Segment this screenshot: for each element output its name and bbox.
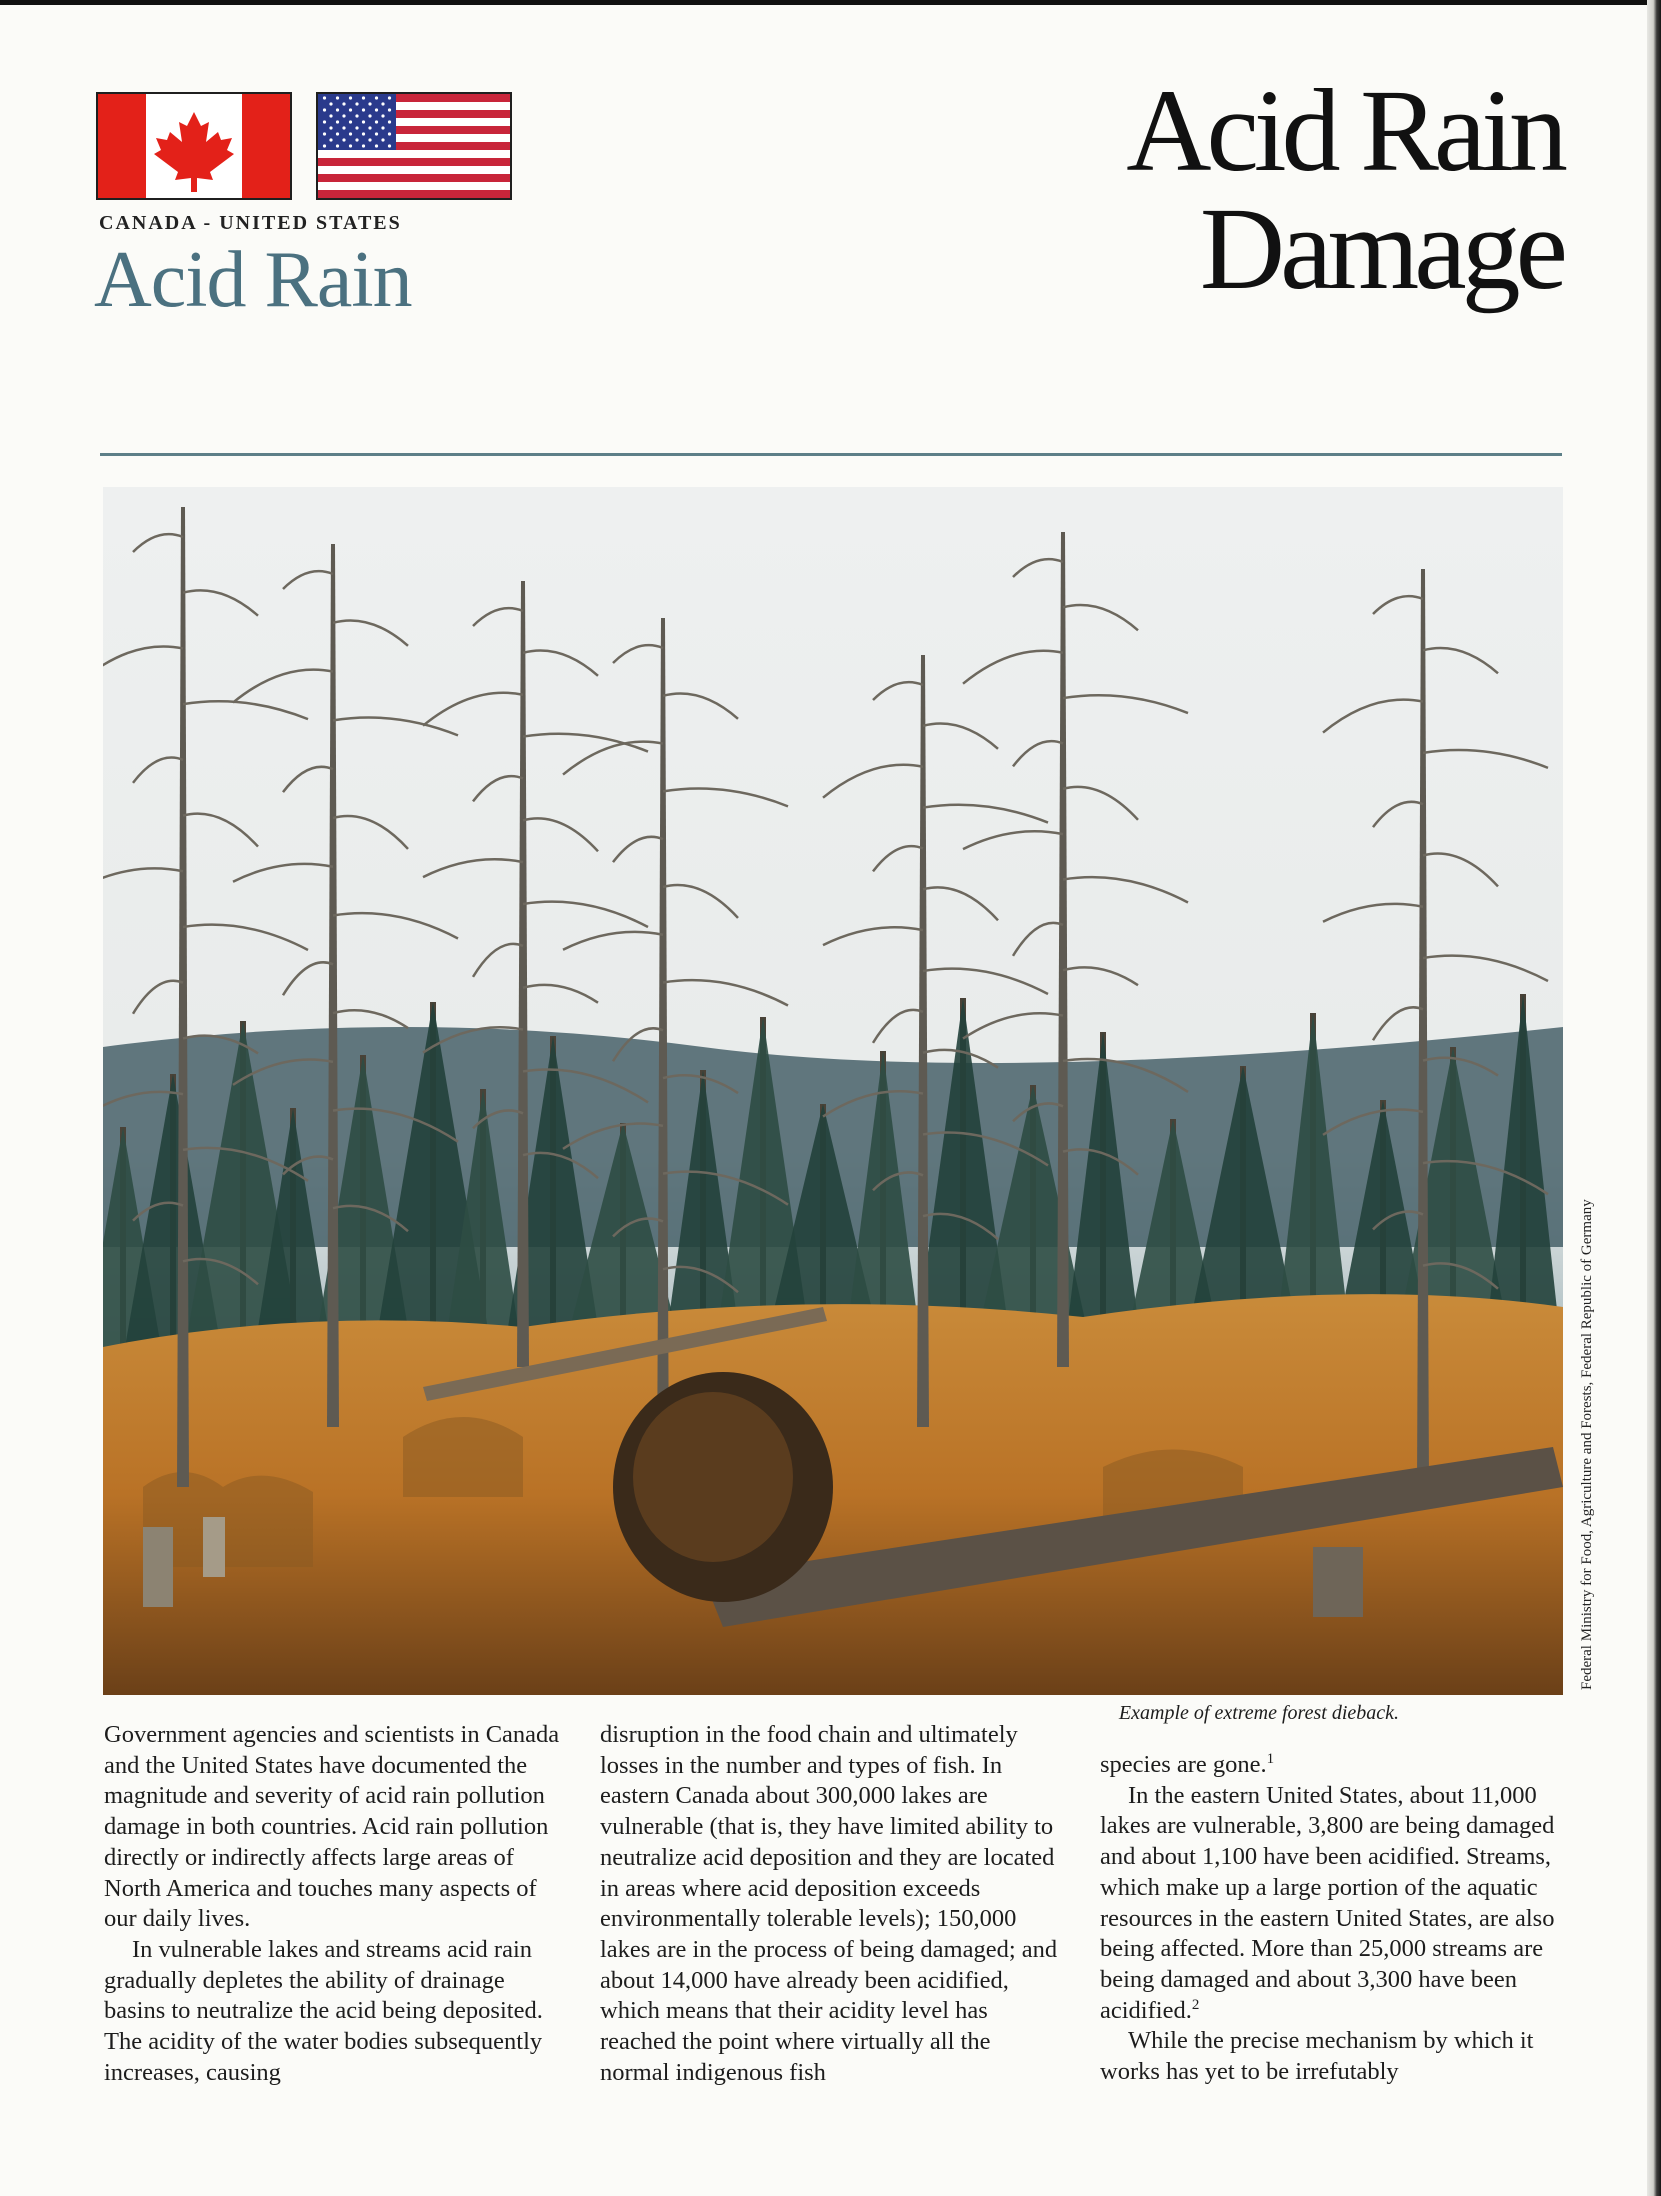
series-title: Acid Rain [94,236,412,324]
page-title [943,65,1563,314]
paragraph: Government agencies and scientists in Canada and the United States have documented the magnitude and severity of acid rain pollution damage in both countries. Acid rain pollution directly or indirectly affects large areas of North America and touches many aspects of our daily lives. [104,1721,560,1933]
header-divider [100,453,1562,456]
page-binding-edge [1647,0,1661,2196]
footnote-marker: 1 [1266,1750,1275,1767]
paragraph: disruption in the food chain and ultimately losses in the number and types of fish. In eastern Canada about 300,000 lakes are vulnerable (that is, they have limited ability to neutralize acid deposition and they are located in areas where acid deposition exceeds environmentally tolerable levels); 150,000 lakes are in the process of being damaged; and about 14,000 have already been acidified, which means that their acidity level has reached the point where virtually all the normal indigenous fish [600,1721,1058,2086]
body-column-3 [1100,1750,1565,2088]
paragraph-text: species are gone. [1100,1751,1267,1778]
paragraph: While the precise mechanism by which it works has yet to be irrefutably [1100,2027,1534,2086]
footnote-marker: 2 [1191,1996,1200,2013]
us-flag-icon [316,92,512,200]
paragraph [1100,1781,1565,2027]
body-column-1 [104,1720,569,2088]
page-top-border [0,0,1661,5]
paragraph: In vulnerable lakes and streams acid rain gradually depletes the ability of drainage basins to neutralize the acid being deposited. The acidity of the water bodies subsequently increases, causing [104,1935,543,2086]
forest-dieback-photo [103,487,1563,1695]
canada-flag-icon [96,92,292,200]
body-column-2 [600,1720,1065,2088]
page-title-line-1: Acid Rain [1126,65,1563,196]
photo-credit: Federal Ministry for Food, Agriculture and Forests, Federal Republic of Germany [1579,1199,1595,1690]
paragraph-text: In the eastern United States, about 11,000 lakes are vulnerable, 3,800 are being damaged and about 1,100 have been acidified. Streams, which make up a large portion of the aquatic resources in the eastern United States, are also being affected. More than 25,000 streams are being damaged and about 3,300 have been acidified. [1100,1781,1555,2024]
paragraph [1100,1750,1565,1781]
photo-caption: Example of extreme forest dieback. [1118,1702,1399,1724]
series-kicker: CANADA - UNITED STATES [99,212,402,234]
page-title-line-2: Damage [1199,183,1563,314]
